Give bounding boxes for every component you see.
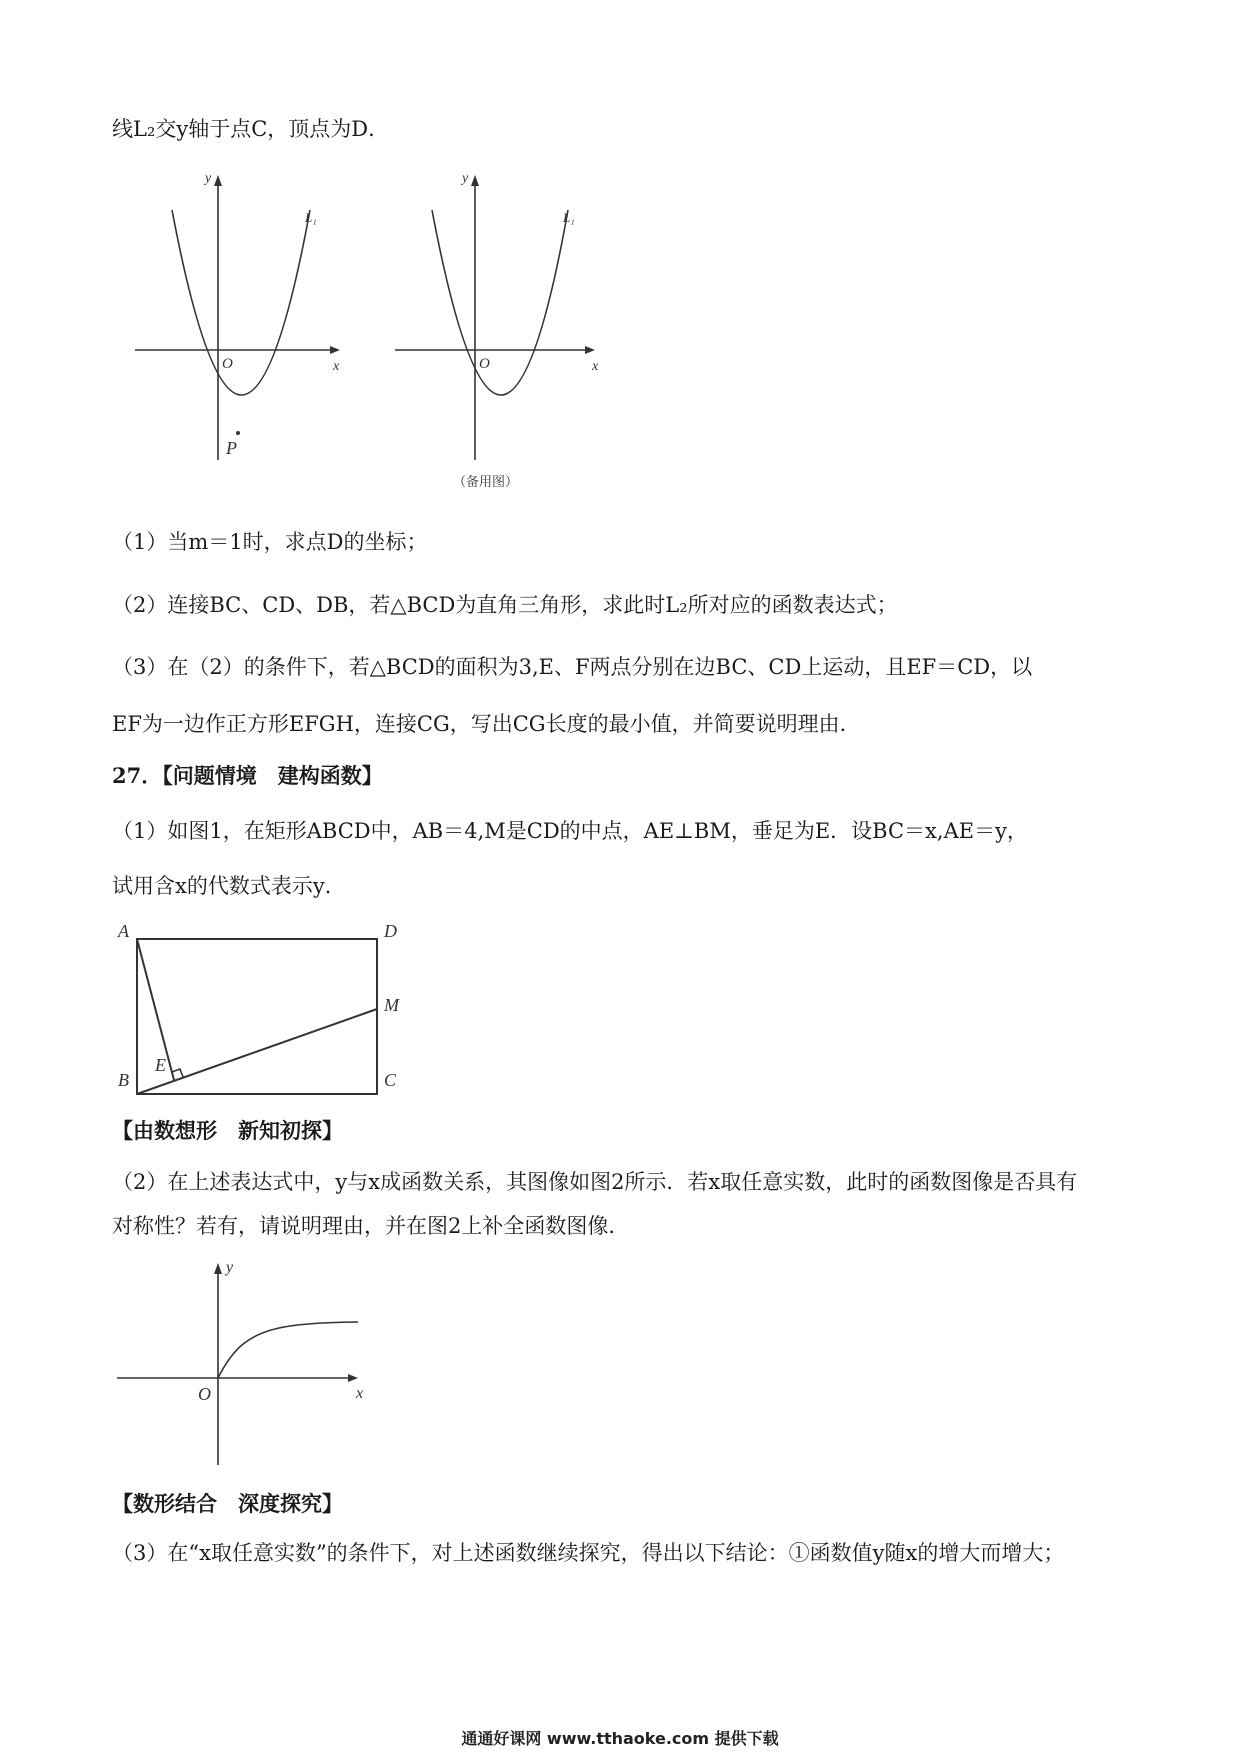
y-axis-arrow-3 xyxy=(214,1263,222,1274)
text-line-intro: 线L₂交y轴于点C，顶点为D． xyxy=(112,117,390,141)
origin-label-2: O xyxy=(479,356,490,372)
parabola-curve-2 xyxy=(432,210,568,395)
label-e: E xyxy=(155,1055,166,1075)
text-line-27-2: （2）在上述表达式中，y与x成函数关系，其图像如图2所示．若x取任意实数，此时的函数图像是否具有 xyxy=(112,1170,1078,1194)
section-heading-explore: 【由数想形 新知初探】 xyxy=(112,1118,343,1143)
parabola-figure-1 xyxy=(135,171,340,460)
text-line-27-2-cont: 对称性？若有，请说明理由，并在图2上补全函数图像． xyxy=(112,1214,630,1238)
text-line-27-3: （3）在“x取任意实数”的条件下，对上述函数继续探究，得出以下结论：①函数值y随x的增大而增大； xyxy=(112,1541,1065,1565)
parabola-figures xyxy=(0,160,1240,540)
text-line-27-1: （1）如图1，在矩形ABCD中，AB＝4,M是CD的中点，AE⊥BM，垂足为E．设BC＝x,AE＝y， xyxy=(112,819,1028,843)
origin-label-3: O xyxy=(198,1384,211,1404)
label-b: B xyxy=(118,1070,129,1090)
y-label-1: y xyxy=(205,171,212,186)
function-curve-figure xyxy=(0,1250,1240,1470)
section-heading-deep: 【数形结合 深度探究】 xyxy=(112,1491,343,1516)
function-curve xyxy=(218,1322,358,1378)
section-heading-27: 27．【问题情境 建构函数】 xyxy=(112,763,383,788)
x-axis-arrow-1 xyxy=(330,346,340,354)
y-axis-arrow-1 xyxy=(214,175,222,186)
point-label-p: P xyxy=(226,438,237,458)
text-line-q1: （1）当m＝1时，求点D的坐标； xyxy=(112,530,428,554)
y-label-2: y xyxy=(462,171,469,186)
x-axis-arrow-3 xyxy=(348,1374,358,1382)
rectangle-abcd xyxy=(137,939,377,1094)
text-line-q3-cont: EF为一边作正方形EFGH，连接CG，写出CG长度的最小值，并简要说明理由． xyxy=(112,712,861,736)
curve-label-2: L₁ xyxy=(563,210,575,225)
backup-figure-caption: （备用图） xyxy=(453,474,519,489)
parabola-figure-2 xyxy=(395,171,599,489)
label-c: C xyxy=(384,1070,397,1090)
parabola-curve-1 xyxy=(172,210,310,395)
label-m: M xyxy=(384,995,399,1015)
origin-label-1: O xyxy=(222,356,233,372)
segment-bm xyxy=(137,1009,377,1094)
text-line-q3: （3）在（2）的条件下，若△BCD的面积为3,E、F两点分别在边BC、CD上运动，且EF＝CD，以 xyxy=(112,655,1033,679)
rectangle-figure xyxy=(0,915,1240,1095)
point-p xyxy=(236,431,240,435)
x-label-2: x xyxy=(592,359,599,374)
x-label-3: x xyxy=(356,1385,364,1402)
page-footer: 通通好课网 www.tthaoke.com 提供下载 xyxy=(461,1729,779,1748)
text-line-q2: （2）连接BC、CD、DB，若△BCD为直角三角形，求此时L₂所对应的函数表达式； xyxy=(112,593,898,617)
x-axis-arrow-2 xyxy=(585,346,595,354)
curve-label-1: L₁ xyxy=(305,210,317,225)
text-line-27-1-cont: 试用含x的代数式表示y． xyxy=(112,874,346,898)
label-a: A xyxy=(118,921,129,941)
y-axis-arrow-2 xyxy=(471,175,479,186)
x-label-1: x xyxy=(333,359,340,374)
label-d: D xyxy=(384,921,397,941)
y-label-3: y xyxy=(226,1259,234,1276)
